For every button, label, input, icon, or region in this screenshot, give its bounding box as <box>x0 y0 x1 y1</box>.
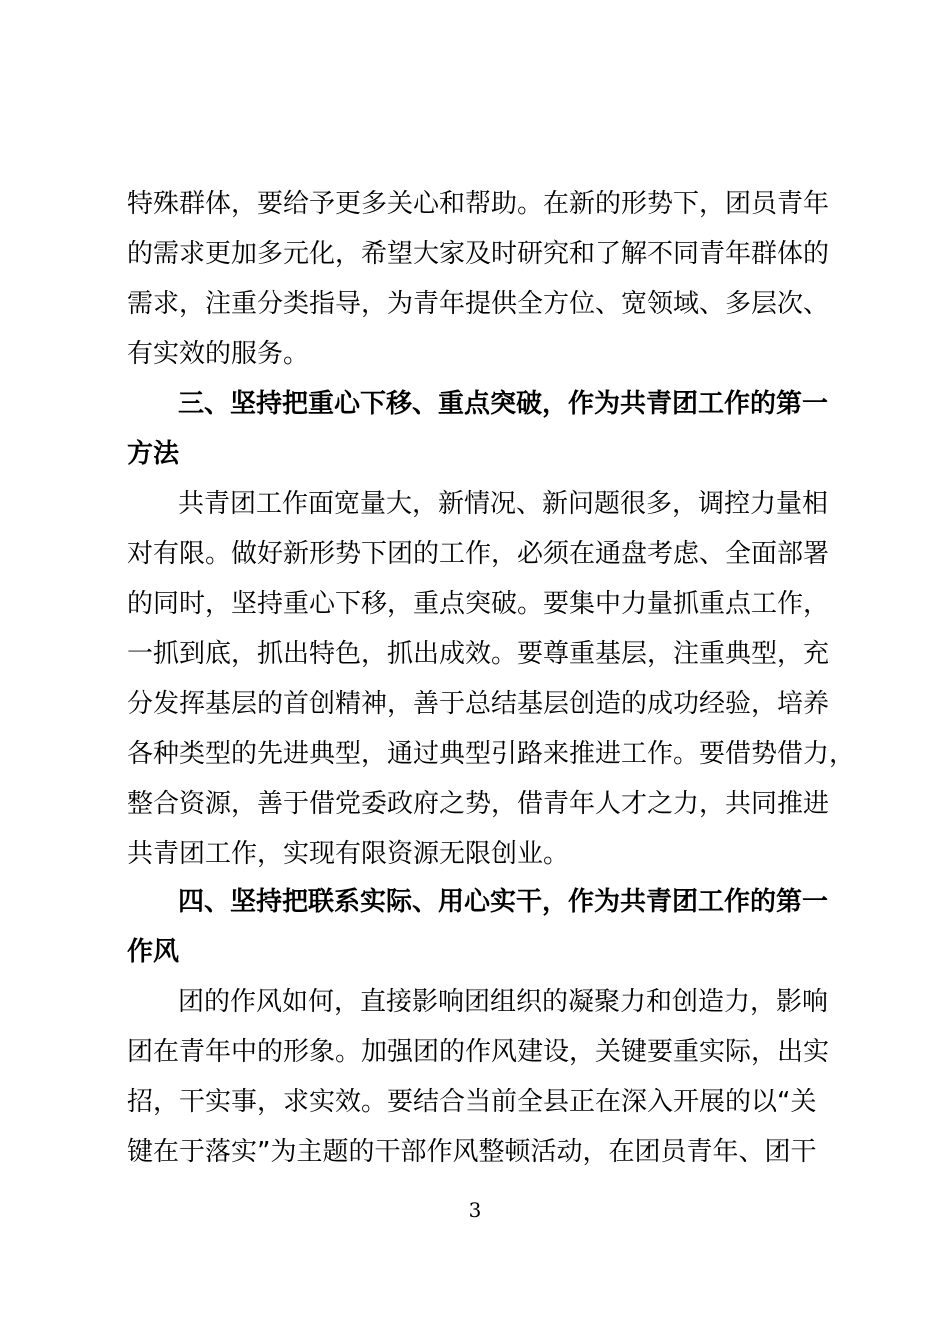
body-text-line: 一抓到底，抓出特色，抓出成效。要尊重基层，注重典型，充 <box>127 639 830 669</box>
body-text-line: 的需求更加多元化，希望大家及时研究和了解不同青年群体的 <box>127 239 830 269</box>
body-text-line: 各种类型的先进典型，通过典型引路来推进工作。要借势借力， <box>127 739 856 769</box>
body-text-line: 的同时，坚持重心下移，重点突破。要集中力量抓重点工作， <box>127 589 830 619</box>
body-text-line: 招，干实事，求实效。要结合当前全县正在深入开展的以“关 <box>127 1087 817 1117</box>
body-text-line: 分发挥基层的首创精神，善于总结基层创造的成功经验，培养 <box>127 689 830 719</box>
section-heading-four: 四、坚持把联系实际、用心实干，作为共青团工作的第一 <box>178 887 829 917</box>
body-text-line: 键在于落实”为主题的干部作风整顿活动，在团员青年、团干 <box>127 1137 817 1167</box>
body-text-line: 共青团工作，实现有限资源无限创业。 <box>127 839 570 869</box>
page-number: 3 <box>468 1198 482 1222</box>
section-heading-three-cont: 方法 <box>127 439 180 469</box>
body-text-line: 团在青年中的形象。加强团的作风建设，关键要重实际，出实 <box>127 1037 830 1067</box>
body-text-line: 团的作风如何，直接影响团组织的凝聚力和创造力，影响 <box>178 987 829 1017</box>
section-heading-four-cont: 作风 <box>127 937 180 967</box>
section-heading-three: 三、坚持把重心下移、重点突破，作为共青团工作的第一 <box>178 389 829 419</box>
body-text-line: 整合资源，善于借党委政府之势，借青年人才之力，共同推进 <box>127 789 830 819</box>
body-text-line: 有实效的服务。 <box>127 339 310 369</box>
body-text-line: 对有限。做好新形势下团的工作，必须在通盘考虑、全面部署 <box>127 539 830 569</box>
body-text-line: 特殊群体，要给予更多关心和帮助。在新的形势下，团员青年 <box>127 189 830 219</box>
body-text-line: 需求，注重分类指导，为青年提供全方位、宽领域、多层次、 <box>127 289 830 319</box>
body-text-line: 共青团工作面宽量大，新情况、新问题很多，调控力量相 <box>178 489 829 519</box>
